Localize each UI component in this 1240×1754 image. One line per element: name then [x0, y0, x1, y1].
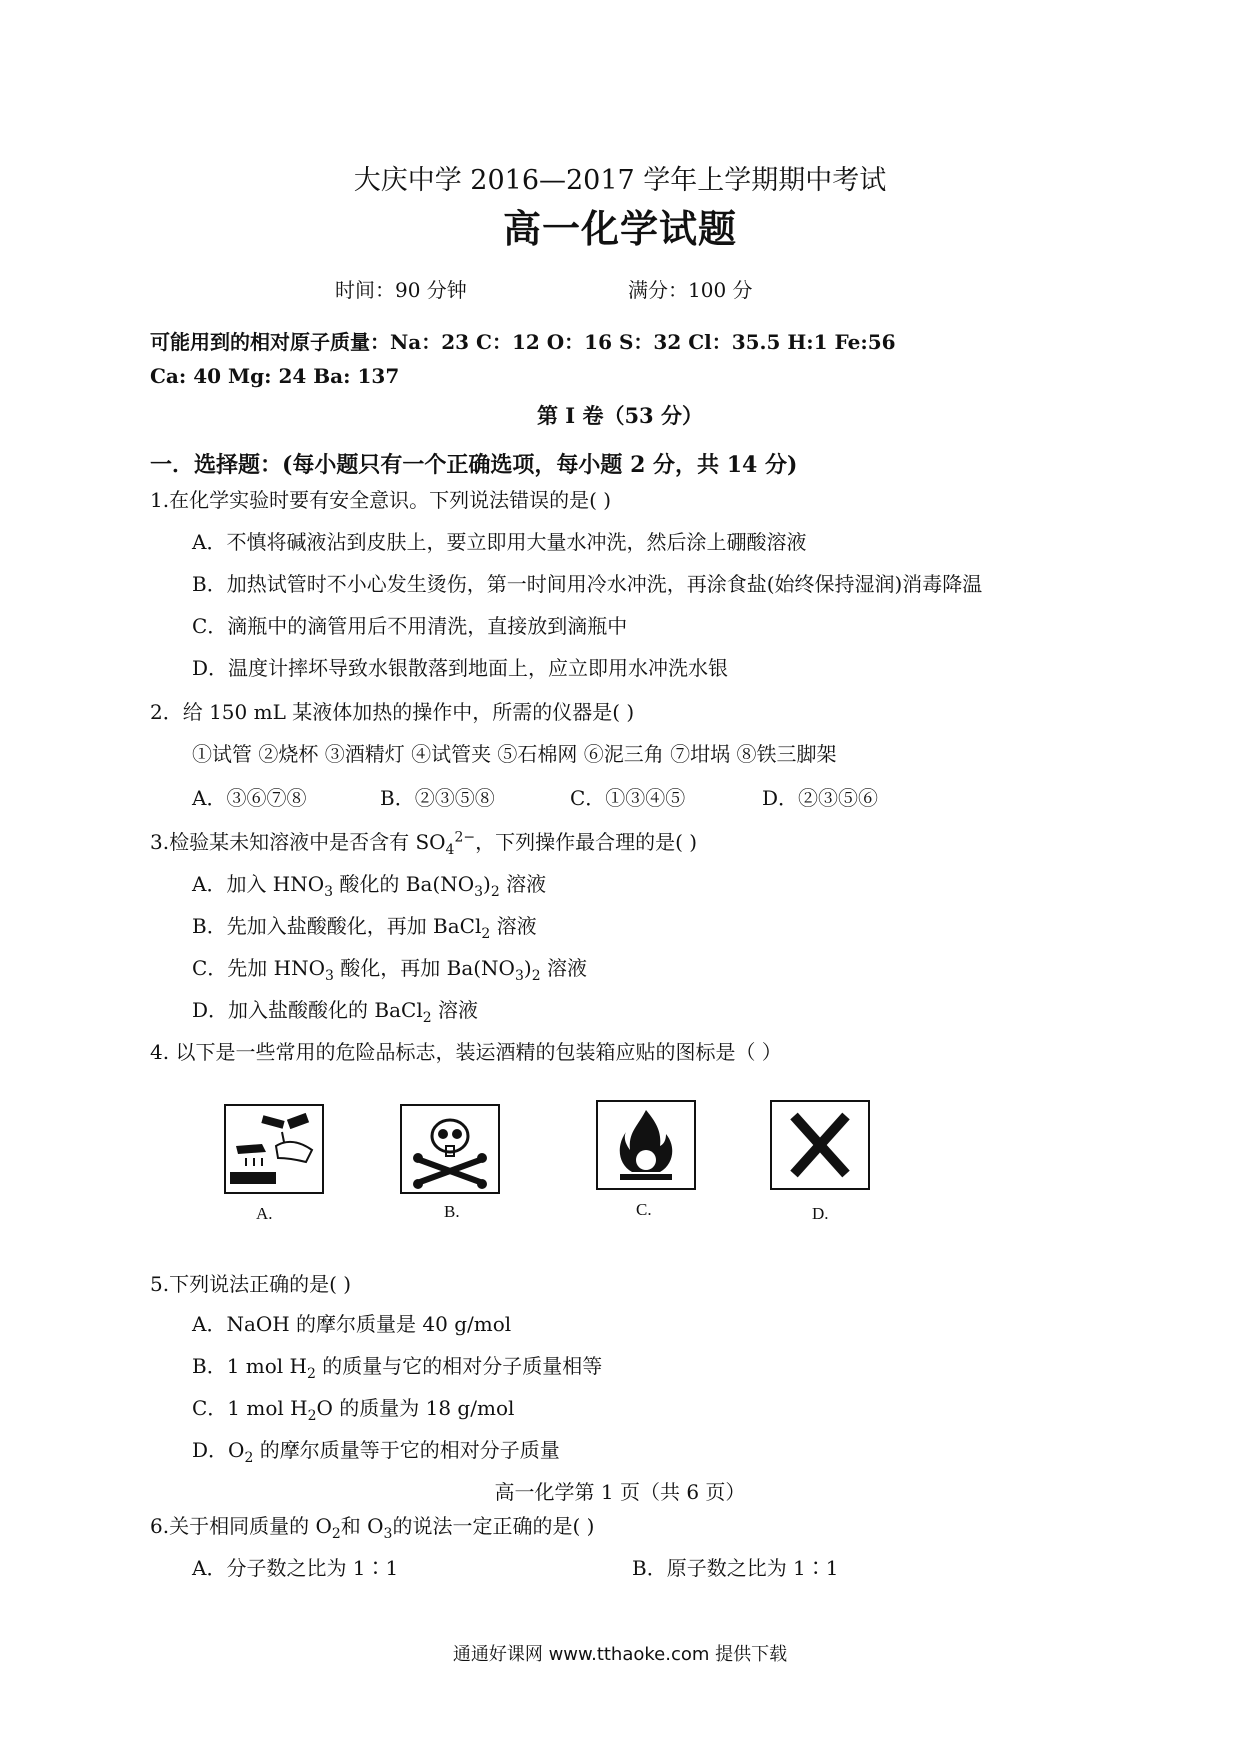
q3a-sub2: 3	[474, 884, 484, 900]
question-1-option-c: C．滴瓶中的滴管用后不用清洗，直接放到滴瓶中	[192, 614, 628, 638]
atomic-mass-line-2: Ca: 40 Mg: 24 Ba: 137	[150, 364, 400, 388]
q3-sub: 4	[445, 842, 455, 858]
section-title: 一．选择题：(每小题只有一个正确选项，每小题 2 分，共 14 分)	[150, 452, 798, 478]
q3c-sub3: 2	[531, 968, 541, 984]
question-3-option-c	[192, 952, 587, 984]
question-5-option-c	[192, 1392, 514, 1424]
q5b-sub: 2	[306, 1366, 316, 1382]
question-2-option-b: B．②③⑤⑧	[380, 786, 495, 810]
question-2-option-a: A．③⑥⑦⑧	[192, 786, 307, 810]
q3b-sub: 2	[481, 926, 491, 942]
exam-school-line: 大庆中学 2016—2017 学年上学期期中考试	[353, 165, 887, 196]
sign-label-b: B.	[444, 1202, 460, 1221]
q5d-text: D．O	[192, 1438, 245, 1462]
q5b-text: B．1 mol H	[192, 1354, 307, 1378]
question-3-option-b	[192, 910, 537, 942]
q3a-sub1: 3	[324, 884, 334, 900]
q3b-text: B．先加入盐酸酸化，再加 BaCl	[192, 914, 482, 938]
question-6-option-a: A．分子数之比为 1∶1	[192, 1556, 399, 1580]
q6-text: 6.关于相同质量的 O	[150, 1514, 332, 1538]
q3a-sub3: 2	[490, 884, 500, 900]
q3c-text: C．先加 HNO	[192, 956, 325, 980]
q3a-mid: 酸化的 Ba(NO	[333, 872, 475, 896]
question-1-option-d: D．温度计摔坏导致水银散落到地面上，应立即用水冲洗水银	[192, 656, 729, 680]
sign-label-d: D.	[812, 1204, 829, 1223]
question-6-option-b: B．原子数之比为 1∶1	[632, 1556, 839, 1580]
q3b-tail: 溶液	[490, 914, 537, 938]
footer-source: 通通好课网 www.tthaoke.com 提供下载	[452, 1644, 788, 1665]
q3-charge: 2−	[454, 829, 476, 846]
q5c-sub: 2	[307, 1408, 317, 1424]
q3c-tail: 溶液	[540, 956, 587, 980]
page-number: 高一化学第 1 页（共 6 页）	[494, 1480, 746, 1504]
exam-time: 时间：90 分钟	[335, 278, 467, 302]
question-3-option-a	[192, 868, 546, 900]
q3a-text: A．加入 HNO	[192, 872, 325, 896]
q3a-mid2: )	[483, 872, 491, 896]
q3c-mid2: )	[523, 956, 532, 980]
question-2-stem: 2．给 150 mL 某液体加热的操作中，所需的仪器是( )	[150, 700, 635, 724]
q5c-tail: O 的质量为 18 g/mol	[316, 1396, 515, 1420]
question-2-option-d: D．②③⑤⑥	[762, 786, 879, 810]
harmful-sign-icon	[770, 1100, 870, 1190]
q3-stem-text: 3.检验某未知溶液中是否含有 SO	[150, 830, 446, 854]
flammable-sign-icon	[596, 1100, 696, 1190]
q3c-sub2: 3	[514, 968, 524, 984]
q6-sub2: 3	[383, 1526, 393, 1542]
question-3-option-d	[192, 994, 478, 1026]
question-2-items: ①试管 ②烧杯 ③酒精灯 ④试管夹 ⑤石棉网 ⑥泥三角 ⑦坩埚 ⑧铁三脚架	[192, 742, 837, 766]
q3c-sub1: 3	[325, 968, 334, 984]
sign-label-a: A.	[256, 1204, 273, 1223]
question-1-stem: 1.在化学实验时要有安全意识。下列说法错误的是( )	[150, 488, 612, 512]
q5d-sub: 2	[244, 1450, 254, 1466]
q5c-text: C．1 mol H	[192, 1396, 308, 1420]
exam-score: 满分：100 分	[628, 278, 753, 302]
corrosive-sign-icon	[224, 1104, 324, 1194]
question-1-option-a: A．不慎将碱液沾到皮肤上，要立即用大量水冲洗，然后涂上硼酸溶液	[192, 530, 807, 554]
q6-sub1: 2	[331, 1526, 341, 1542]
question-5-stem: 5.下列说法正确的是( )	[150, 1272, 352, 1296]
question-5-option-a: A．NaOH 的摩尔质量是 40 g/mol	[192, 1312, 512, 1336]
q6-tail: 的说法一定正确的是( )	[392, 1514, 595, 1538]
question-5-option-b	[192, 1350, 602, 1382]
question-3-stem	[150, 826, 697, 858]
q3-stem-tail: ，下列操作最合理的是( )	[475, 830, 698, 854]
q6-mid: 和 O	[340, 1514, 384, 1538]
q5d-tail: 的摩尔质量等于它的相对分子质量	[253, 1438, 560, 1462]
exam-title: 高一化学试题	[502, 207, 737, 251]
q5b-tail: 的质量与它的相对分子质量相等	[315, 1354, 603, 1378]
toxic-sign-icon	[400, 1104, 500, 1194]
question-4-stem: 4. 以下是一些常用的危险品标志，装运酒精的包装箱应贴的图标是（ ）	[150, 1040, 782, 1064]
volume-title: 第 I 卷（53 分）	[537, 403, 703, 428]
question-1-option-b: B．加热试管时不小心发生烫伤，第一时间用冷水冲洗，再涂食盐(始终保持湿润)消毒降温	[192, 572, 983, 596]
question-2-option-c: C．①③④⑤	[570, 786, 686, 810]
q3c-mid: 酸化，再加 Ba(NO	[333, 956, 515, 980]
q3a-tail: 溶液	[499, 872, 547, 896]
question-5-option-d	[192, 1434, 560, 1466]
q3d-sub: 2	[422, 1010, 432, 1026]
q3d-tail: 溶液	[431, 998, 478, 1022]
question-6-stem	[150, 1510, 594, 1542]
q3d-text: D．加入盐酸酸化的 BaCl	[192, 998, 423, 1022]
sign-label-c: C.	[636, 1200, 652, 1219]
atomic-mass-line-1: 可能用到的相对原子质量：Na：23 C：12 O：16 S：32 Cl：35.5 H:1 Fe:56	[150, 330, 896, 354]
